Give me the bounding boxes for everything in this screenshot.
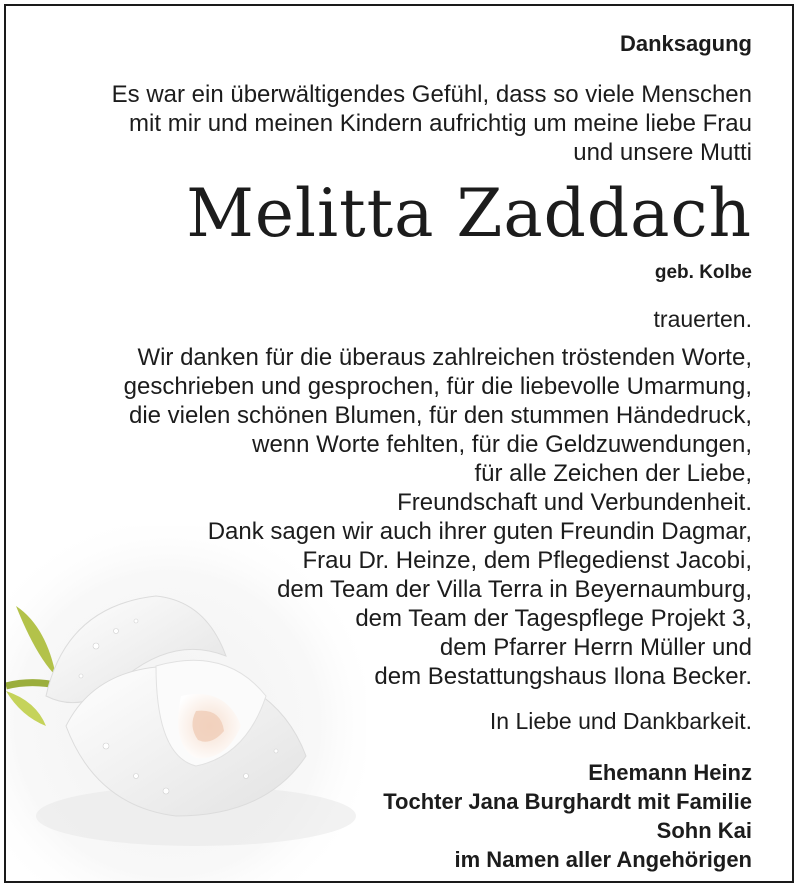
body-line: Freundschaft und Verbundenheit.	[397, 489, 752, 516]
signers	[383, 758, 752, 874]
body-line: die vielen schönen Blumen, für den stummen Händedruck,	[128, 402, 752, 429]
intro-line: mit mir und meinen Kindern aufrichtig um meine liebe Frau	[129, 110, 752, 137]
body-line: Dank sagen wir auch ihrer guten Freundin Dagmar,	[207, 518, 752, 545]
intro-text	[112, 80, 752, 167]
body-line: für alle Zeichen der Liebe,	[474, 460, 752, 487]
body-line: Wir danken für die überaus zahlreichen tröstenden Worte,	[137, 344, 752, 371]
body-line: dem Bestattungshaus Ilona Becker.	[374, 663, 752, 690]
body-line: geschrieben und gesprochen, für die liebevolle Umarmung,	[123, 373, 752, 400]
signer-line: im Namen aller Angehörigen	[454, 847, 752, 872]
closing-line: In Liebe und Dankbarkeit.	[489, 708, 752, 734]
notice-heading: Danksagung	[619, 31, 752, 56]
body-line: dem Team der Villa Terra in Beyernaumburg,	[277, 576, 752, 603]
body-line: wenn Worte fehlten, für die Geldzuwendungen,	[252, 431, 752, 458]
body-line: dem Pfarrer Herrn Müller und	[439, 634, 752, 661]
signer-line: Tochter Jana Burghardt mit Familie	[383, 789, 752, 814]
body-line: dem Team der Tagespflege Projekt 3,	[355, 605, 752, 632]
birth-name: geb. Kolbe	[654, 262, 752, 283]
intro-line: Es war ein überwältigendes Gefühl, dass so viele Menschen	[111, 81, 752, 108]
mourned-text: trauerten.	[653, 306, 752, 332]
signer-line: Ehemann Heinz	[588, 760, 752, 785]
body-line: Frau Dr. Heinze, dem Pflegedienst Jacobi,	[302, 547, 752, 574]
deceased-name: Melitta Zaddach	[186, 175, 752, 252]
obituary-notice	[4, 4, 794, 883]
signer-line: Sohn Kai	[656, 818, 752, 843]
intro-line: und unsere Mutti	[573, 139, 752, 166]
thanks-body	[124, 343, 752, 691]
